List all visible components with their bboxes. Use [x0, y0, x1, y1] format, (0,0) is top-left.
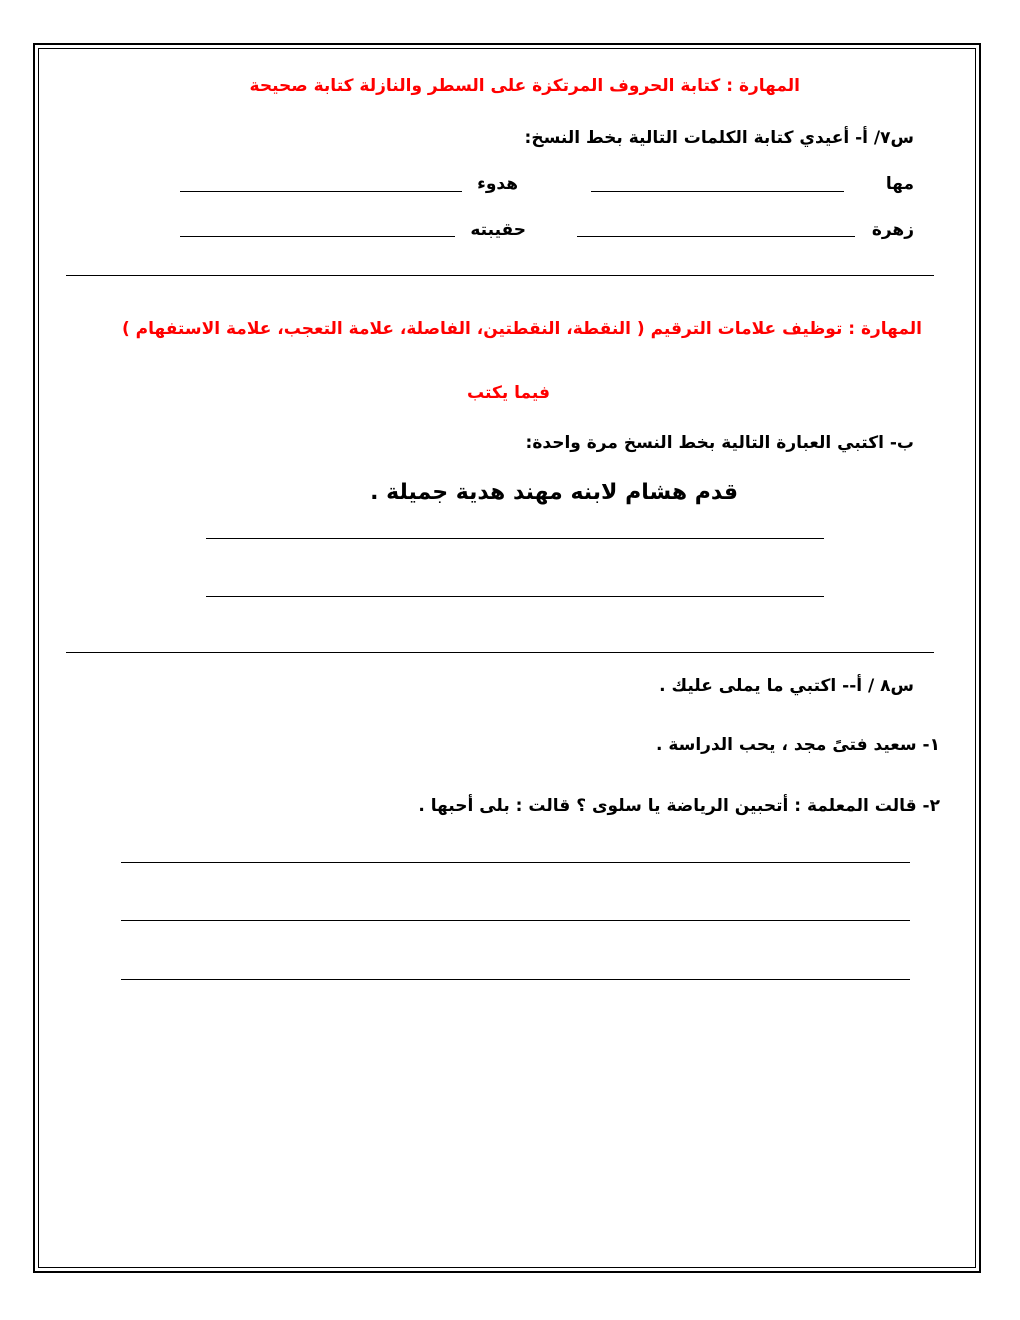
question-8a: س٨ / أ-- اكتبي ما يملى عليك . [659, 676, 914, 696]
question-7b: ب- اكتبي العبارة التالية بخط النسخ مرة واحدة: [525, 433, 914, 453]
word-haqibatuh: حقيبته [470, 220, 526, 240]
answer-line-zahra[interactable] [577, 236, 855, 237]
model-sentence: قدم هشام لابنه مهند هدية جميلة . [370, 480, 738, 505]
section-divider-1 [66, 275, 934, 276]
answer-line-dictation-2[interactable] [121, 920, 910, 921]
answer-line-maha[interactable] [591, 191, 844, 192]
skill-heading-2: المهارة : توظيف علامات الترقيم ( النقطة، النقطتين، الفاصلة، علامة التعجب، علامة الاستفهام ) [121, 319, 922, 339]
question-7a: س٧/ أ- أعيدي كتابة الكلمات التالية بخط النسخ: [524, 128, 914, 148]
dictation-item-1: ١- سعيد فتىً مجد ، يحب الدراسة . [655, 735, 940, 755]
answer-line-sentence-1[interactable] [206, 538, 824, 539]
skill-heading-1: المهارة : كتابة الحروف المرتكزة على السطر والنازلة كتابة صحيحة [249, 76, 800, 96]
word-zahra: زهرة [871, 220, 914, 240]
dictation-item-2: ٢- قالت المعلمة : أتحبين الرياضة يا سلوى ؟ قالت : بلى أحبها . [418, 796, 940, 816]
word-hudu: هدوء [477, 174, 518, 194]
word-maha: مها [885, 174, 914, 194]
answer-line-dictation-3[interactable] [121, 979, 910, 980]
skill-heading-2-cont: فيما يكتب [467, 383, 550, 403]
answer-line-dictation-1[interactable] [121, 862, 910, 863]
answer-line-hudu[interactable] [180, 191, 462, 192]
answer-line-haqibatuh[interactable] [180, 236, 455, 237]
answer-line-sentence-2[interactable] [206, 596, 824, 597]
section-divider-2 [66, 652, 934, 653]
